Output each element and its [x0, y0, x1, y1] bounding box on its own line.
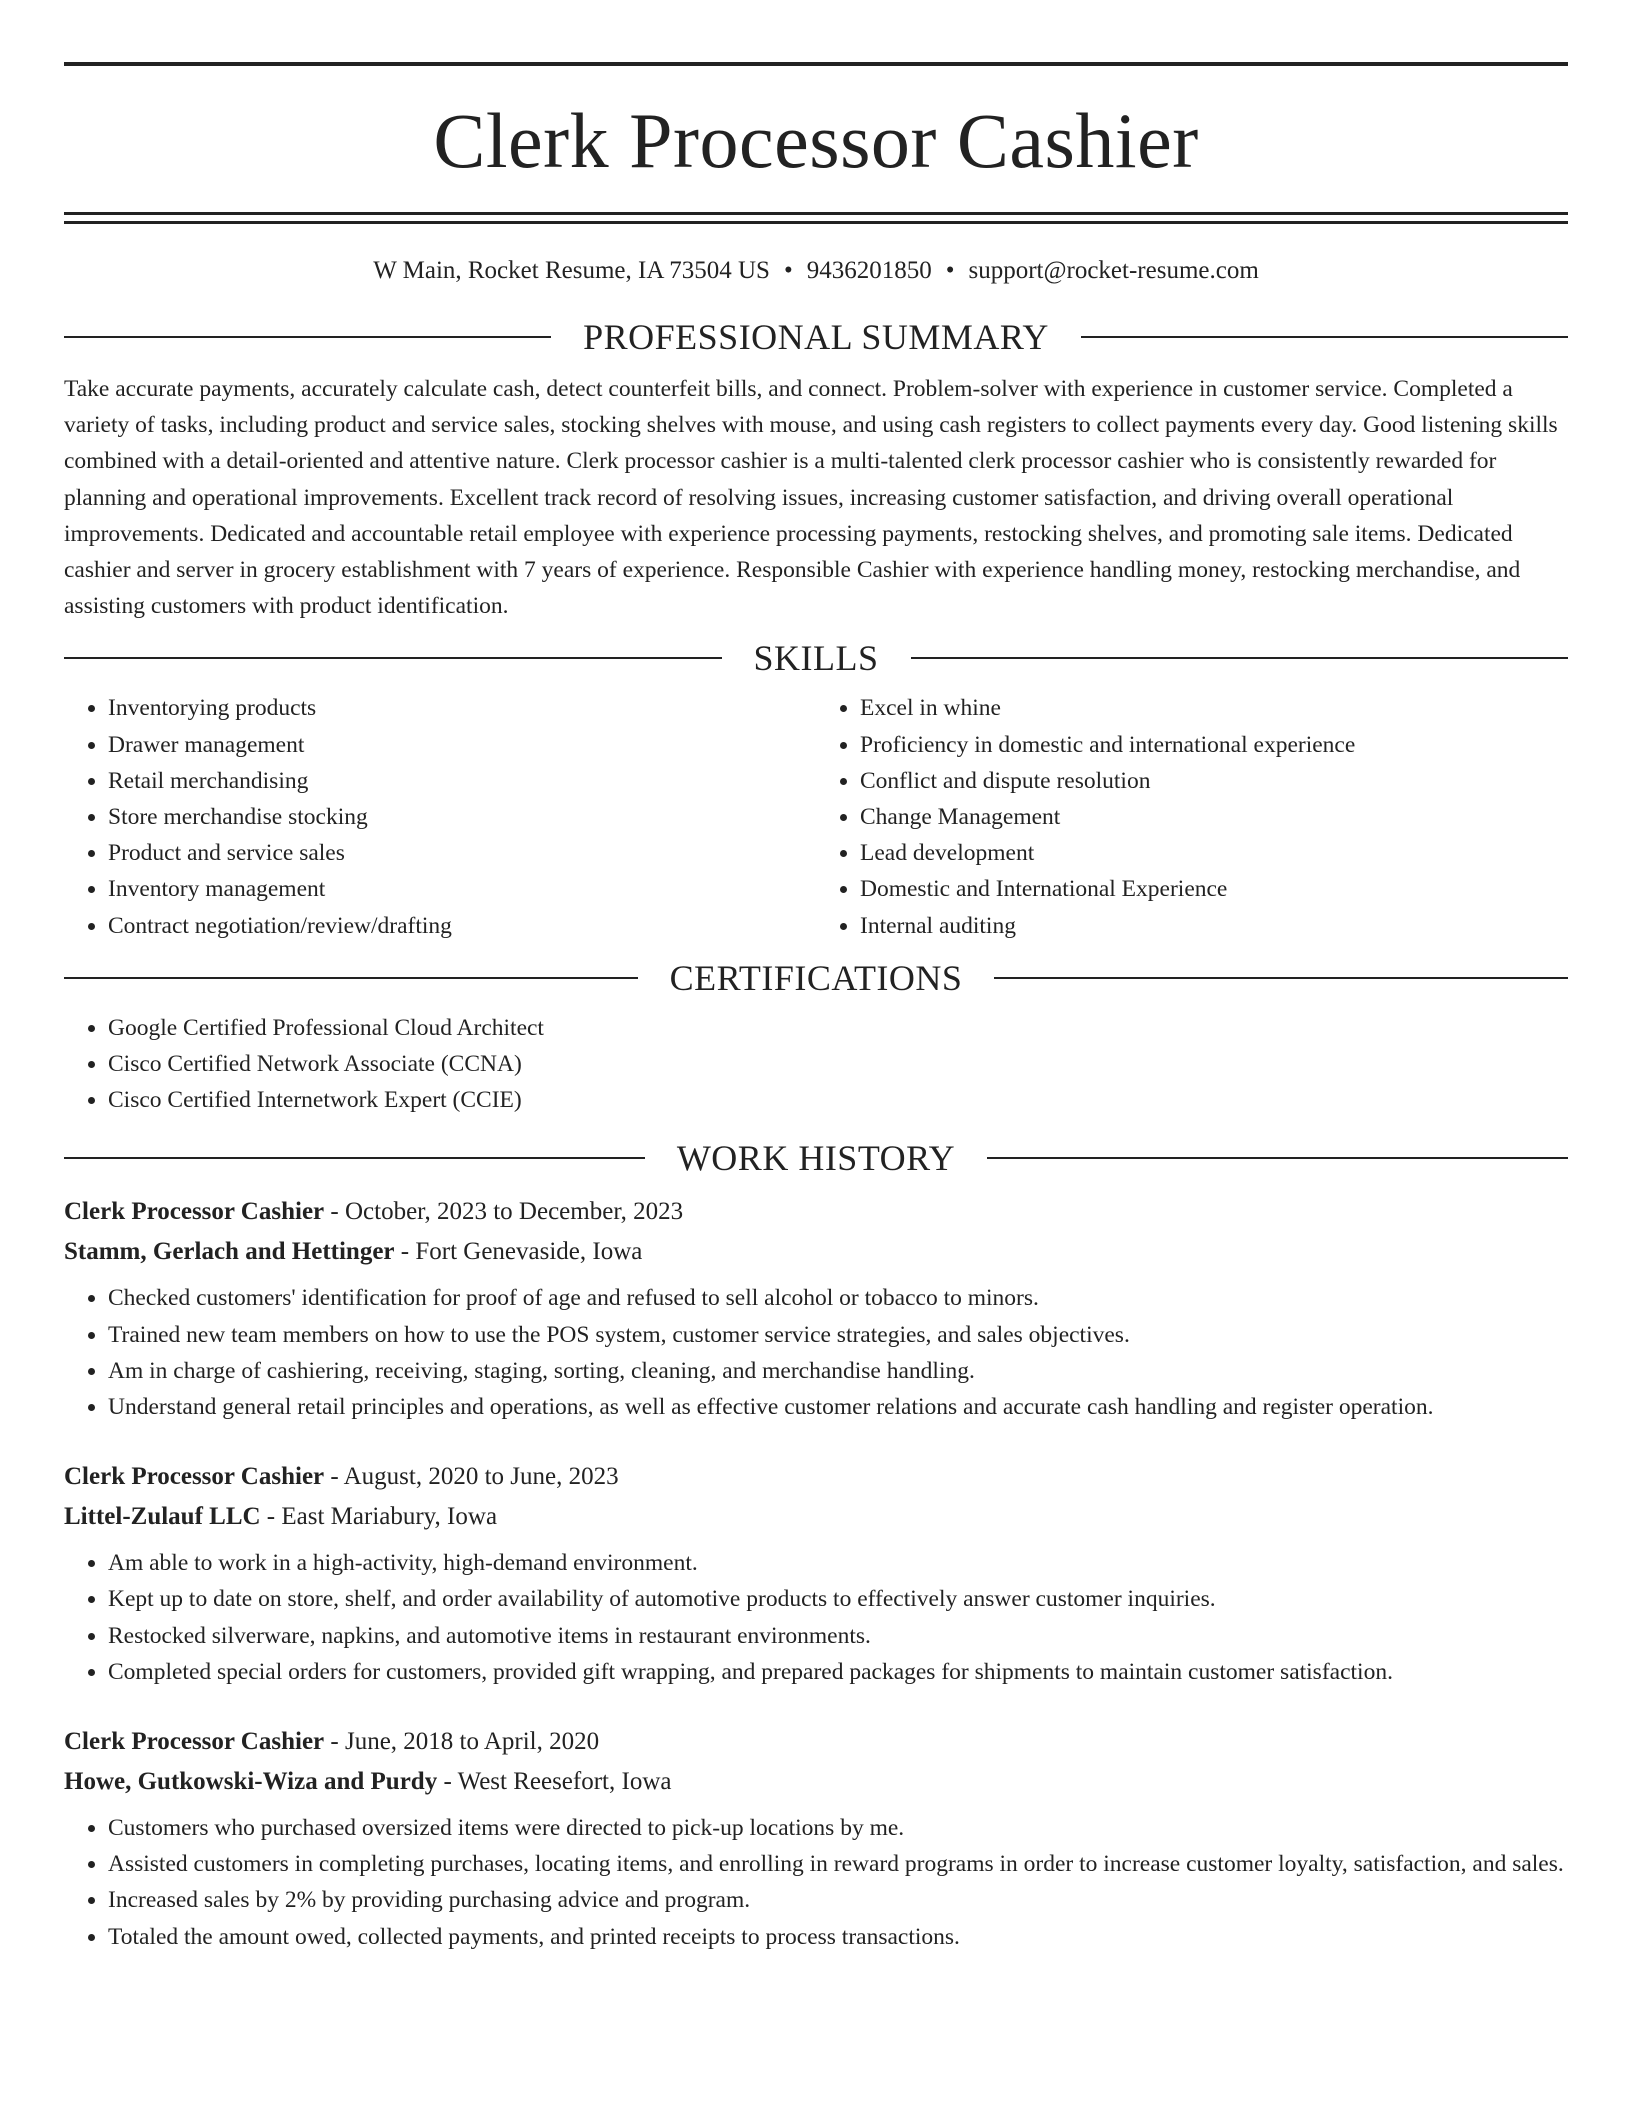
- summary-section-heading: [64, 317, 1568, 357]
- job-title: Clerk Processor Cashier: [64, 1198, 325, 1226]
- heading-rule-left: [64, 657, 722, 659]
- skill-item: • Inventorying products: [108, 690, 816, 726]
- skill-item: • Proficiency in domestic and international experience: [860, 727, 1568, 763]
- skill-item: • Change Management: [860, 799, 1568, 835]
- job-duty: • Understand general retail principles and operations, as well as effective customer relations and accurate cash handling and register operation.: [108, 1389, 1568, 1425]
- job-title-line: [64, 1722, 1568, 1762]
- section-title: SKILLS: [753, 638, 879, 679]
- job-dates: June, 2018 to April, 2020: [344, 1728, 600, 1756]
- certification-item: • Cisco Certified Internetwork Expert (CCIE): [108, 1082, 1568, 1118]
- job-title: Clerk Processor Cashier: [64, 1728, 325, 1756]
- job-duty: • Customers who purchased oversized items were directed to pick-up locations by me.: [108, 1810, 1568, 1846]
- skill-item: • Drawer management: [108, 727, 816, 763]
- certification-item: • Cisco Certified Network Associate (CCNA): [108, 1046, 1568, 1082]
- heading-rule-left: [64, 977, 638, 979]
- job-title-line: [64, 1192, 1568, 1232]
- skill-item: • Internal auditing: [860, 908, 1568, 944]
- job-company: Howe, Gutkowski-Wiza and Purdy: [64, 1768, 438, 1796]
- job-duty: • Assisted customers in completing purchases, locating items, and enrolling in reward programs in order to increase customer loyalty, satisfaction, and sales.: [108, 1846, 1568, 1882]
- certifications-list: [64, 1010, 1568, 1119]
- skill-item: • Product and service sales: [108, 835, 816, 871]
- heading-rule-right: [911, 657, 1569, 659]
- summary-text: Take accurate payments, accurately calculate cash, detect counterfeit bills, and connect. Problem-solver with experience in customer service. Completed a variety of tasks, including product and service sales, stocking shelves with mouse, and using cash registers to collect payments every day. Good listening skills combined with a detail-oriented and attentive nature. Clerk processor cashier is a multi-talented clerk processor cashier who is consistently rewarded for planning and operational improvements. Excellent track record of resolving issues, increasing customer satisfaction, and driving overall operational improvements. Dedicated and accountable retail employee with experience processing payments, restocking shelves, and promoting sale items. Dedicated cashier and server in grocery establishment with 7 years of experience. Responsible Cashier with experience handling money, restocking merchandise, and assisting customers with product identification.: [64, 376, 1558, 620]
- job-company: Stamm, Gerlach and Hettinger: [64, 1238, 395, 1266]
- contact-address: W Main, Rocket Resume, IA 73504 US: [373, 257, 770, 284]
- contact-phone: 9436201850: [806, 257, 932, 284]
- job-duty: • Am in charge of cashiering, receiving, staging, sorting, cleaning, and merchandise handling.: [108, 1353, 1568, 1389]
- dash: -: [324, 1198, 345, 1226]
- heading-rule-right: [994, 977, 1568, 979]
- skills-right-list: [816, 690, 1568, 943]
- heading-rule-left: [64, 336, 551, 338]
- heading-rule-right: [1081, 336, 1568, 338]
- job-duty: • Restocked silverware, napkins, and automotive items in restaurant environments.: [108, 1618, 1568, 1654]
- job-duty: • Am able to work in a high-activity, high-demand environment.: [108, 1545, 1568, 1581]
- job-entry: [64, 1457, 1568, 1690]
- contact-separator: •: [945, 257, 955, 284]
- job-company-line: [64, 1497, 1568, 1537]
- skill-item: • Domestic and International Experience: [860, 871, 1568, 907]
- job-location: East Mariabury, Iowa: [281, 1503, 498, 1531]
- job-duty: • Increased sales by 2% by providing purchasing advice and program.: [108, 1882, 1568, 1918]
- job-duty: • Checked customers' identification for proof of age and refused to sell alcohol or tobacco to minors.: [108, 1280, 1568, 1316]
- job-duty: • Completed special orders for customers, provided gift wrapping, and prepared packages for shipments to maintain customer satisfaction.: [108, 1654, 1568, 1690]
- job-company-line: [64, 1762, 1568, 1802]
- job-dates: August, 2020 to June, 2023: [343, 1463, 619, 1491]
- contact-line: [64, 256, 1568, 286]
- job-duty: • Trained new team members on how to use the POS system, customer service strategies, and sales objectives.: [108, 1317, 1568, 1353]
- section-title: WORK HISTORY: [676, 1138, 956, 1179]
- certification-item: • Google Certified Professional Cloud Architect: [108, 1010, 1568, 1046]
- dash: -: [260, 1503, 282, 1531]
- skill-item: • Conflict and dispute resolution: [860, 763, 1568, 799]
- job-location: Fort Genevaside, Iowa: [415, 1238, 643, 1266]
- job-title-line: [64, 1457, 1568, 1497]
- certifications-section-heading: [64, 958, 1568, 998]
- job-duty: • Totaled the amount owed, collected payments, and printed receipts to process transactions.: [108, 1919, 1568, 1955]
- job-duties-list: [64, 1545, 1568, 1690]
- dash: -: [324, 1463, 344, 1491]
- skills-column-right: [816, 690, 1568, 943]
- dash: -: [324, 1728, 345, 1756]
- dash: -: [437, 1768, 458, 1796]
- skills-left-list: [64, 690, 816, 943]
- work-history-section-heading: [64, 1138, 1568, 1178]
- job-duties-list: [64, 1810, 1568, 1955]
- job-entry: [64, 1192, 1568, 1425]
- skills-section-heading: [64, 638, 1568, 678]
- heading-rule-left: [64, 1157, 645, 1159]
- skill-item: • Lead development: [860, 835, 1568, 871]
- candidate-name: Clerk Processor Cashier: [433, 97, 1199, 184]
- skill-item: • Inventory management: [108, 871, 816, 907]
- skills-list: [64, 690, 1568, 943]
- skills-column-left: [64, 690, 816, 943]
- job-duties-list: [64, 1280, 1568, 1425]
- skill-item: • Contract negotiation/review/drafting: [108, 908, 816, 944]
- job-company: Littel-Zulauf LLC: [64, 1503, 261, 1531]
- job-duty: • Kept up to date on store, shelf, and order availability of automotive products to effectively answer customer inquiries.: [108, 1581, 1568, 1617]
- heading-rule-right: [987, 1157, 1568, 1159]
- skill-item: • Excel in whine: [860, 690, 1568, 726]
- name-double-rule: [64, 212, 1568, 224]
- skill-item: • Store merchandise stocking: [108, 799, 816, 835]
- job-entry: [64, 1722, 1568, 1955]
- job-dates: October, 2023 to December, 2023: [344, 1198, 684, 1226]
- job-title: Clerk Processor Cashier: [64, 1463, 325, 1491]
- contact-separator: •: [783, 257, 793, 284]
- section-title: CERTIFICATIONS: [669, 957, 963, 998]
- dash: -: [394, 1238, 416, 1266]
- skill-item: • Retail merchandising: [108, 763, 816, 799]
- job-location: West Reesefort, Iowa: [457, 1768, 672, 1796]
- top-rule: [64, 62, 1568, 66]
- section-title: PROFESSIONAL SUMMARY: [583, 317, 1049, 357]
- contact-email: support@rocket-resume.com: [968, 257, 1259, 284]
- job-company-line: [64, 1232, 1568, 1272]
